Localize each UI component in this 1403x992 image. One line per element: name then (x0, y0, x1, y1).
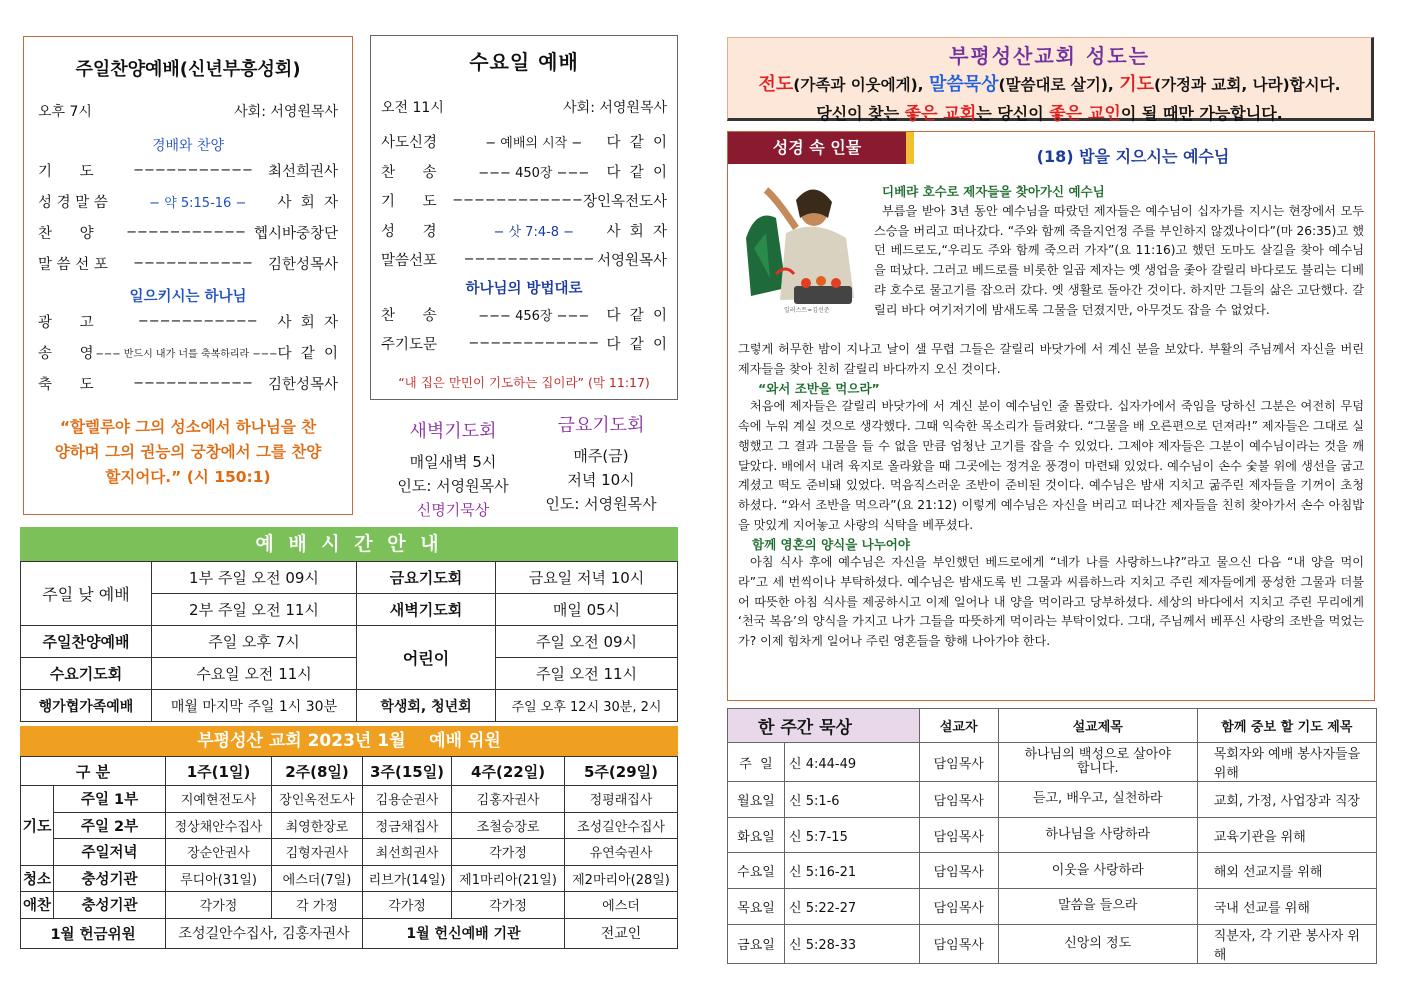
sunday-row (38, 248, 338, 279)
weekly-ref: 신 5:1-6 (785, 782, 920, 818)
motto-l1d: (말씀대로 살기), (998, 76, 1120, 94)
friday-prayer-line1: 매주(금) (573, 447, 629, 465)
motto-title: 부평성산교회 성도는 (949, 44, 1150, 68)
duty-cell: 조철승장로 (452, 812, 565, 839)
weekly-day: 주 일 (728, 743, 785, 782)
program-detail: −−−−−−−−−−− (133, 256, 253, 271)
wednesday-row (381, 186, 667, 216)
weekly-preacher: 담임목사 (919, 889, 998, 925)
program-leader: 김한성목사 (267, 377, 338, 393)
duty-cell: 제1마리아(21일) (452, 865, 565, 892)
weekly-ref: 신 5:22-27 (785, 889, 920, 925)
svc-kids-label: 어린이 (357, 626, 496, 690)
program-detail: − 예배의 시작 − (485, 136, 583, 152)
weekly-ref: 신 5:7-15 (785, 817, 920, 853)
duty-cell: 정금채집사 (362, 812, 451, 839)
bible-title: (18) 밥을 지으시는 예수님 (1036, 147, 1230, 166)
program-label: 사도신경 (381, 135, 438, 152)
weekly-row (728, 889, 1377, 925)
program-detail: − 약 5:15-16 − (149, 196, 247, 211)
program-leader: 서영원목사 (596, 253, 667, 270)
dawn-prayer-title: 새벽기도회 (409, 421, 497, 442)
bible-sub1: 디베랴 호수로 제자들을 찾아가신 예수님 (882, 184, 1105, 199)
duty-row-label: 충성기관 (54, 865, 166, 892)
weekly-title: 말씀을 들으라 (998, 889, 1197, 925)
duty-cell: 루디아(31일) (166, 865, 272, 892)
svc-sunday-2: 2부 주일 오전 11시 (152, 594, 357, 626)
program-detail: −−−−−−−−−−− (126, 225, 246, 240)
weekly-day: 금요일 (728, 924, 785, 963)
weekly-title: 이웃을 사랑하라 (998, 853, 1197, 889)
program-leader: 사 회 자 (277, 315, 338, 331)
weekly-row (728, 853, 1377, 889)
program-leader: 사 회 자 (606, 223, 667, 240)
sunday-section1: 경배와 찬양 (151, 138, 225, 154)
weekly-day: 월요일 (728, 782, 785, 818)
duty-col-head: 4주(22일) (452, 757, 565, 786)
motto-l1f: (가정과 교회, 나라)합시다. (1154, 76, 1341, 94)
svc-wed-label: 수요기도회 (21, 658, 152, 690)
sunday-praise-verse: “할렐루야 그의 성소에서 하나님을 찬양하며 그의 권능의 궁창에서 그를 찬양할지어다.” (시 150:1) (54, 418, 322, 486)
program-label: 성 경 (381, 223, 437, 240)
program-leader: 다 같 이 (606, 164, 667, 181)
duty-group: 기도 (21, 786, 54, 866)
program-leader: 사 회 자 (277, 195, 338, 211)
duty-roster (20, 726, 678, 949)
wednesday-time: 오전 11시 (381, 100, 444, 116)
duty-cell: 유연숙권사 (565, 839, 678, 866)
bible-p3: 아침 식사 후에 예수님은 자신을 부인했던 베드로에게 “네가 나를 사랑하느냐?”라고 물으신 다음 “내 양을 먹이라”고 세 번씩이나 부탁하셨다. 예수님은 밤새도록 빈 그물과 씨름하느라 지치고 주린 제자들에게 풍성한 그물과 더불어 따뜻한 아침 식사를 제공하시고 이제 일어나 내 양을 먹이라고 당부하셨다. 세상의 바다에서 지치고 주린 무리에게 ‘천국 복음’의 양식을 가지고 나가 그들을 따뜻하게 먹이라는 부탁이었다. 그대, 주님께서 베푸신 사랑의 조반을 먹었는가? 이제 힘차게 일어나 주린 영혼들을 향해 나아가야 한다. (738, 555, 1364, 649)
dawn-prayer (378, 420, 528, 522)
weekly-preacher: 담임목사 (919, 743, 998, 782)
wednesday-row (381, 127, 667, 157)
sunday-row (38, 306, 338, 337)
dawn-prayer-line1: 매일새벽 5시 (409, 453, 497, 471)
program-leader: 다 같 이 (277, 346, 338, 362)
wednesday-host: 사회: 서영원목사 (563, 100, 667, 116)
duty-cell: 각가정 (452, 892, 565, 919)
program-detail: − 삿 7:4-8 − (493, 224, 575, 240)
weekly-row (728, 743, 1377, 782)
duty-cell: 각가정 (362, 892, 451, 919)
program-detail: −−− 반드시 내가 너를 축복하리라 −−− (95, 349, 278, 360)
motto-prayer: 기도 (1119, 74, 1154, 95)
duty-col-head: 구 분 (21, 757, 166, 786)
wednesday-row (381, 300, 667, 330)
svc-dawn-value: 매일 05시 (496, 594, 678, 626)
svc-wed-value: 수요일 오전 11시 (152, 658, 357, 690)
wednesday-title: 수요일 예배 (469, 50, 579, 74)
program-leader: 다 같 이 (606, 307, 667, 324)
bible-p1b: 그렇게 허무한 밤이 지나고 날이 샐 무렵 그들은 갈릴리 바닷가에 서 계신 분을 보았다. 부활의 주님께서 자신을 버린 제자들을 찾아 친히 갈릴리 바다까지 오신 것이다. (738, 342, 1364, 376)
duty-header: 부평성산 교회 2023년 1월 예배 위원 (20, 726, 678, 756)
bible-tab: 성경 속 인물 (728, 132, 914, 164)
bible-sub3: 함께 영혼의 양식을 나누어야 (752, 537, 910, 553)
sunday-praise-host: 사회: 서영원목사 (234, 104, 338, 120)
weekly-prayer: 국내 선교를 위해 (1197, 889, 1376, 925)
weekly-title: 신앙의 정도 (998, 924, 1197, 963)
motto-good-member: 좋은 교인 (1049, 104, 1121, 124)
weekly-day: 화요일 (728, 817, 785, 853)
weekly-prayer: 직분자, 각 기관 봉사자 위해 (1197, 924, 1376, 963)
program-label: 주기도문 (381, 337, 438, 354)
weekly-row (728, 817, 1377, 853)
svc-family-value: 매월 마지막 주일 1시 30분 (152, 690, 357, 722)
svc-praise-value: 주일 오후 7시 (152, 626, 357, 658)
svc-family-label: 행가협가족예배 (21, 690, 152, 722)
duty-cell: 에스더 (565, 892, 678, 919)
program-detail: −−− 456장 −−− (478, 308, 590, 324)
motto-evangelism: 전도 (758, 74, 794, 95)
program-label: 광 고 (38, 315, 94, 331)
program-detail: −−−−−−−−−−− (133, 376, 253, 391)
weekly-ref: 신 4:44-49 (785, 743, 920, 782)
duty-table (20, 756, 678, 949)
duty-cell: 김형자권사 (271, 839, 362, 866)
duty-col-head: 1주(1일) (166, 757, 272, 786)
dawn-prayer-line3: 신명기묵상 (416, 501, 490, 519)
duty-cell: 에스더(7일) (271, 865, 362, 892)
program-label: 기 도 (38, 164, 94, 180)
motto-good-church: 좋은 교회 (904, 104, 977, 124)
program-label: 송 영 (38, 346, 94, 362)
duty-row-label: 주일 2부 (54, 812, 166, 839)
weekly-title: 듣고, 배우고, 실천하라 (998, 782, 1197, 818)
motto-l2e: 이 될 때만 가능합니다. (1120, 104, 1283, 123)
duty-cell: 지예현전도사 (166, 786, 272, 813)
program-leader: 다 같 이 (606, 135, 667, 152)
weekly-preacher: 담임목사 (919, 817, 998, 853)
svc-youth-value: 주일 오후 12시 30분, 2시 (496, 690, 678, 722)
duty-row-label: 주일 1부 (54, 786, 166, 813)
duty-cell: 제2마리아(28일) (565, 865, 678, 892)
program-detail: −−−−−−−−−−−− (468, 336, 600, 352)
duty-cell: 최영한장로 (271, 812, 362, 839)
program-detail: −−−−−−−−−−−− (463, 252, 595, 268)
friday-prayer-line3: 인도: 서영원목사 (545, 495, 657, 513)
program-detail: −−−−−−−−−−− (137, 314, 258, 329)
duty-group: 애찬 (21, 892, 54, 919)
duty-cell: 리브가(14일) (362, 865, 451, 892)
weekly-ref: 신 5:16-21 (785, 853, 920, 889)
weekly-row (728, 782, 1377, 818)
bible-p2: 처음에 제자들은 갈릴리 바닷가에 서 계신 분이 예수님인 줄 몰랐다. 십자가에서 죽임을 당하신 그분은 여전히 무덤 속에 누워 계실 것으로 생각했다. 그때 익숙한 목소리가 들려왔다. “그물을 배 오른편으로 던져라!” 제자들은 그대로 실행했고 그 결과 그물을 들 수 없을 만큼 엄청난 고기를 잡을 수 있었다. 그제야 제자들은 그분이 예수님이라는 것을 깨달았다. 배에서 내려 육지로 올라왔을 때 그곳에는 정겨운 풍경이 마련돼 있었다. 예수님이 손수 숯불 위에 생선을 굽고 계셨고 떡도 준비돼 있었다. 먹음직스러운 조반이 준비된 것이다. 예수님은 밤새 지치고 굶주린 제자들을 기꺼이 초청하셨다. “와서 조반을 먹으라”(요 21:12) 이렇게 예수님은 자신을 버리고 떠나간 제자들을 친히 찾아가서 손수 아침밥을 맛있게 지어놓고 사랑의 식탁을 베푸셨다. (738, 399, 1364, 532)
svc-fri-label: 금요기도회 (357, 562, 496, 594)
motto-word: 말씀묵상 (928, 74, 999, 95)
program-detail: −−− 450장 −−− (478, 165, 590, 181)
program-leader: 다 같 이 (606, 337, 667, 354)
duty-cell: 장인옥전도사 (271, 786, 362, 813)
wednesday-row (381, 329, 667, 359)
program-label: 말씀선포 (381, 253, 438, 270)
weekly-title: 하나님을 사랑하라 (998, 817, 1197, 853)
motto-l1b: (가족과 이웃에게), (793, 76, 929, 94)
weekly-meditation (727, 708, 1377, 964)
motto-l2c: 는 당신이 (976, 104, 1050, 123)
svc-sunday-1: 1부 주일 오전 09시 (152, 562, 357, 594)
svc-youth-label: 학생회, 청년회 (357, 690, 496, 722)
svc-dawn-label: 새벽기도회 (357, 594, 496, 626)
weekly-head: 함께 중보 할 기도 제목 (1197, 709, 1376, 743)
program-label: 찬 송 (381, 164, 437, 181)
duty-cell: 정상채안수집사 (166, 812, 272, 839)
duty-group: 청소 (21, 865, 54, 892)
program-label: 찬 양 (38, 226, 94, 242)
duty-cell: 장순안권사 (166, 839, 272, 866)
weekly-row (728, 924, 1377, 963)
weekly-head: 한 주간 묵상 (728, 709, 920, 743)
sunday-section2: 일으키시는 하나님 (129, 289, 247, 305)
sunday-praise-title: 주일찬양예배(신년부흥성회) (75, 59, 301, 80)
duty-cell: 최선희권사 (362, 839, 451, 866)
bible-sub2: “와서 조반을 먹으라” (758, 381, 880, 397)
wednesday-section: 하나님의 방법대로 (465, 280, 583, 297)
dedication-value: 전교인 (565, 918, 678, 948)
wednesday-box (370, 35, 678, 400)
weekly-day: 수요일 (728, 853, 785, 889)
sunday-praise-time: 오후 7시 (38, 104, 92, 120)
friday-prayer (530, 414, 672, 516)
program-label: 축 도 (38, 377, 94, 393)
illustration-caption: 일러스트=김선준 (784, 307, 830, 314)
sunday-row (38, 186, 338, 217)
sunday-row (38, 337, 338, 368)
program-label: 찬 송 (381, 307, 437, 324)
weekly-prayer: 교회, 가정, 사업장과 직장 (1197, 782, 1376, 818)
weekly-head: 설교제목 (998, 709, 1197, 743)
duty-col-head: 5주(29일) (565, 757, 678, 786)
duty-cell: 각가정 (166, 892, 272, 919)
service-times (20, 527, 678, 722)
weekly-day: 목요일 (728, 889, 785, 925)
sunday-praise-box (23, 36, 353, 515)
duty-col-head: 2주(8일) (271, 757, 362, 786)
duty-row-label: 충성기관 (54, 892, 166, 919)
weekly-prayer: 해외 선교지를 위해 (1197, 853, 1376, 889)
sunday-row (38, 217, 338, 248)
svc-kids-2: 주일 오전 11시 (496, 658, 678, 690)
program-label: 성 경 말 씀 (38, 195, 108, 211)
weekly-preacher: 담임목사 (919, 853, 998, 889)
duty-cell: 각가정 (452, 839, 565, 866)
sunday-row (38, 368, 338, 399)
weekly-head: 설교자 (919, 709, 998, 743)
dedication-label: 1월 헌신예배 기관 (362, 918, 564, 948)
offering-label: 1월 헌금위원 (21, 918, 166, 948)
program-detail: −−−−−−−−−−− (133, 163, 253, 178)
wednesday-row (381, 245, 667, 275)
wednesday-row (381, 216, 667, 246)
friday-prayer-title: 금요기도회 (557, 415, 645, 436)
duty-row-label: 주일저녁 (54, 839, 166, 866)
friday-prayer-line2: 저녁 10시 (567, 471, 635, 489)
program-leader: 김한성목사 (267, 257, 338, 273)
duty-cell: 조성길안수집사 (565, 812, 678, 839)
bible-article (727, 131, 1375, 701)
weekly-preacher: 담임목사 (919, 782, 998, 818)
bible-p1: 부름을 받아 3년 동안 예수님을 따랐던 제자들은 예수님이 십자가를 지시는 현장에서 모두 스승을 버리고 떠나갔다. “주와 함께 죽을지언정 주를 부인하지 않겠나이다”(마 26:35)고 했던 베드로도,“우리도 주와 함께 죽으러 가자”(요 11:16)고 했던 도마도 살길을 찾아 예수님을 떠났다. 그러고 베드로를 비롯한 일곱 제자는 옛 생업을 좇아 갈릴리 바다로도 불리는 디베랴 호수로 물고기를 잡으러 갔다. 옛 생활로 돌아간 것이다. 하지만 그들의 삶은 고단했다. 갈릴리 바다 여기저기에 밤새도록 그물을 던졌지만, 아무것도 잡을 수 없었다. (874, 204, 1364, 317)
dawn-prayer-line2: 인도: 서영원목사 (397, 477, 509, 495)
program-label: 말 씀 선 포 (38, 257, 108, 273)
duty-cell: 김용순권사 (362, 786, 451, 813)
program-leader: 헵시바중창단 (253, 226, 338, 242)
service-times-header: 예 배 시 간 안 내 (20, 527, 678, 561)
wednesday-verse: “내 집은 만민이 기도하는 집이라” (막 11:17) (398, 374, 650, 390)
wednesday-row (381, 157, 667, 187)
duty-cell: 김홍자권사 (452, 786, 565, 813)
weekly-table (727, 708, 1377, 964)
weekly-preacher: 담임목사 (919, 924, 998, 963)
duty-cell: 각 가정 (271, 892, 362, 919)
motto-l2a: 당신이 찾는 (816, 104, 905, 123)
svc-fri-value: 금요일 저녁 10시 (496, 562, 678, 594)
motto-box (727, 37, 1374, 124)
duty-col-head: 3주(15일) (362, 757, 451, 786)
duty-cell: 정평래집사 (565, 786, 678, 813)
sunday-row (38, 155, 338, 186)
program-detail: −−−−−−−−−−−− (452, 193, 583, 209)
svc-praise-label: 주일찬양예배 (21, 626, 152, 658)
weekly-title: 하나님의 백성으로 살아야 합니다. (998, 743, 1197, 782)
offering-value: 조성길안수집사, 김홍자권사 (166, 918, 363, 948)
weekly-prayer: 교육기관을 위해 (1197, 817, 1376, 853)
program-leader: 장인옥전도사 (582, 194, 667, 211)
weekly-ref: 신 5:28-33 (785, 924, 920, 963)
program-leader: 최선희권사 (267, 164, 338, 180)
svc-kids-1: 주일 오전 09시 (496, 626, 678, 658)
svc-sunday-label: 주일 낮 예배 (21, 562, 152, 626)
jesus-cooking-illustration (736, 178, 866, 314)
weekly-prayer: 목회자와 예배 봉사자들을 위해 (1197, 743, 1376, 782)
service-times-table (20, 561, 678, 722)
program-label: 기 도 (381, 194, 437, 211)
